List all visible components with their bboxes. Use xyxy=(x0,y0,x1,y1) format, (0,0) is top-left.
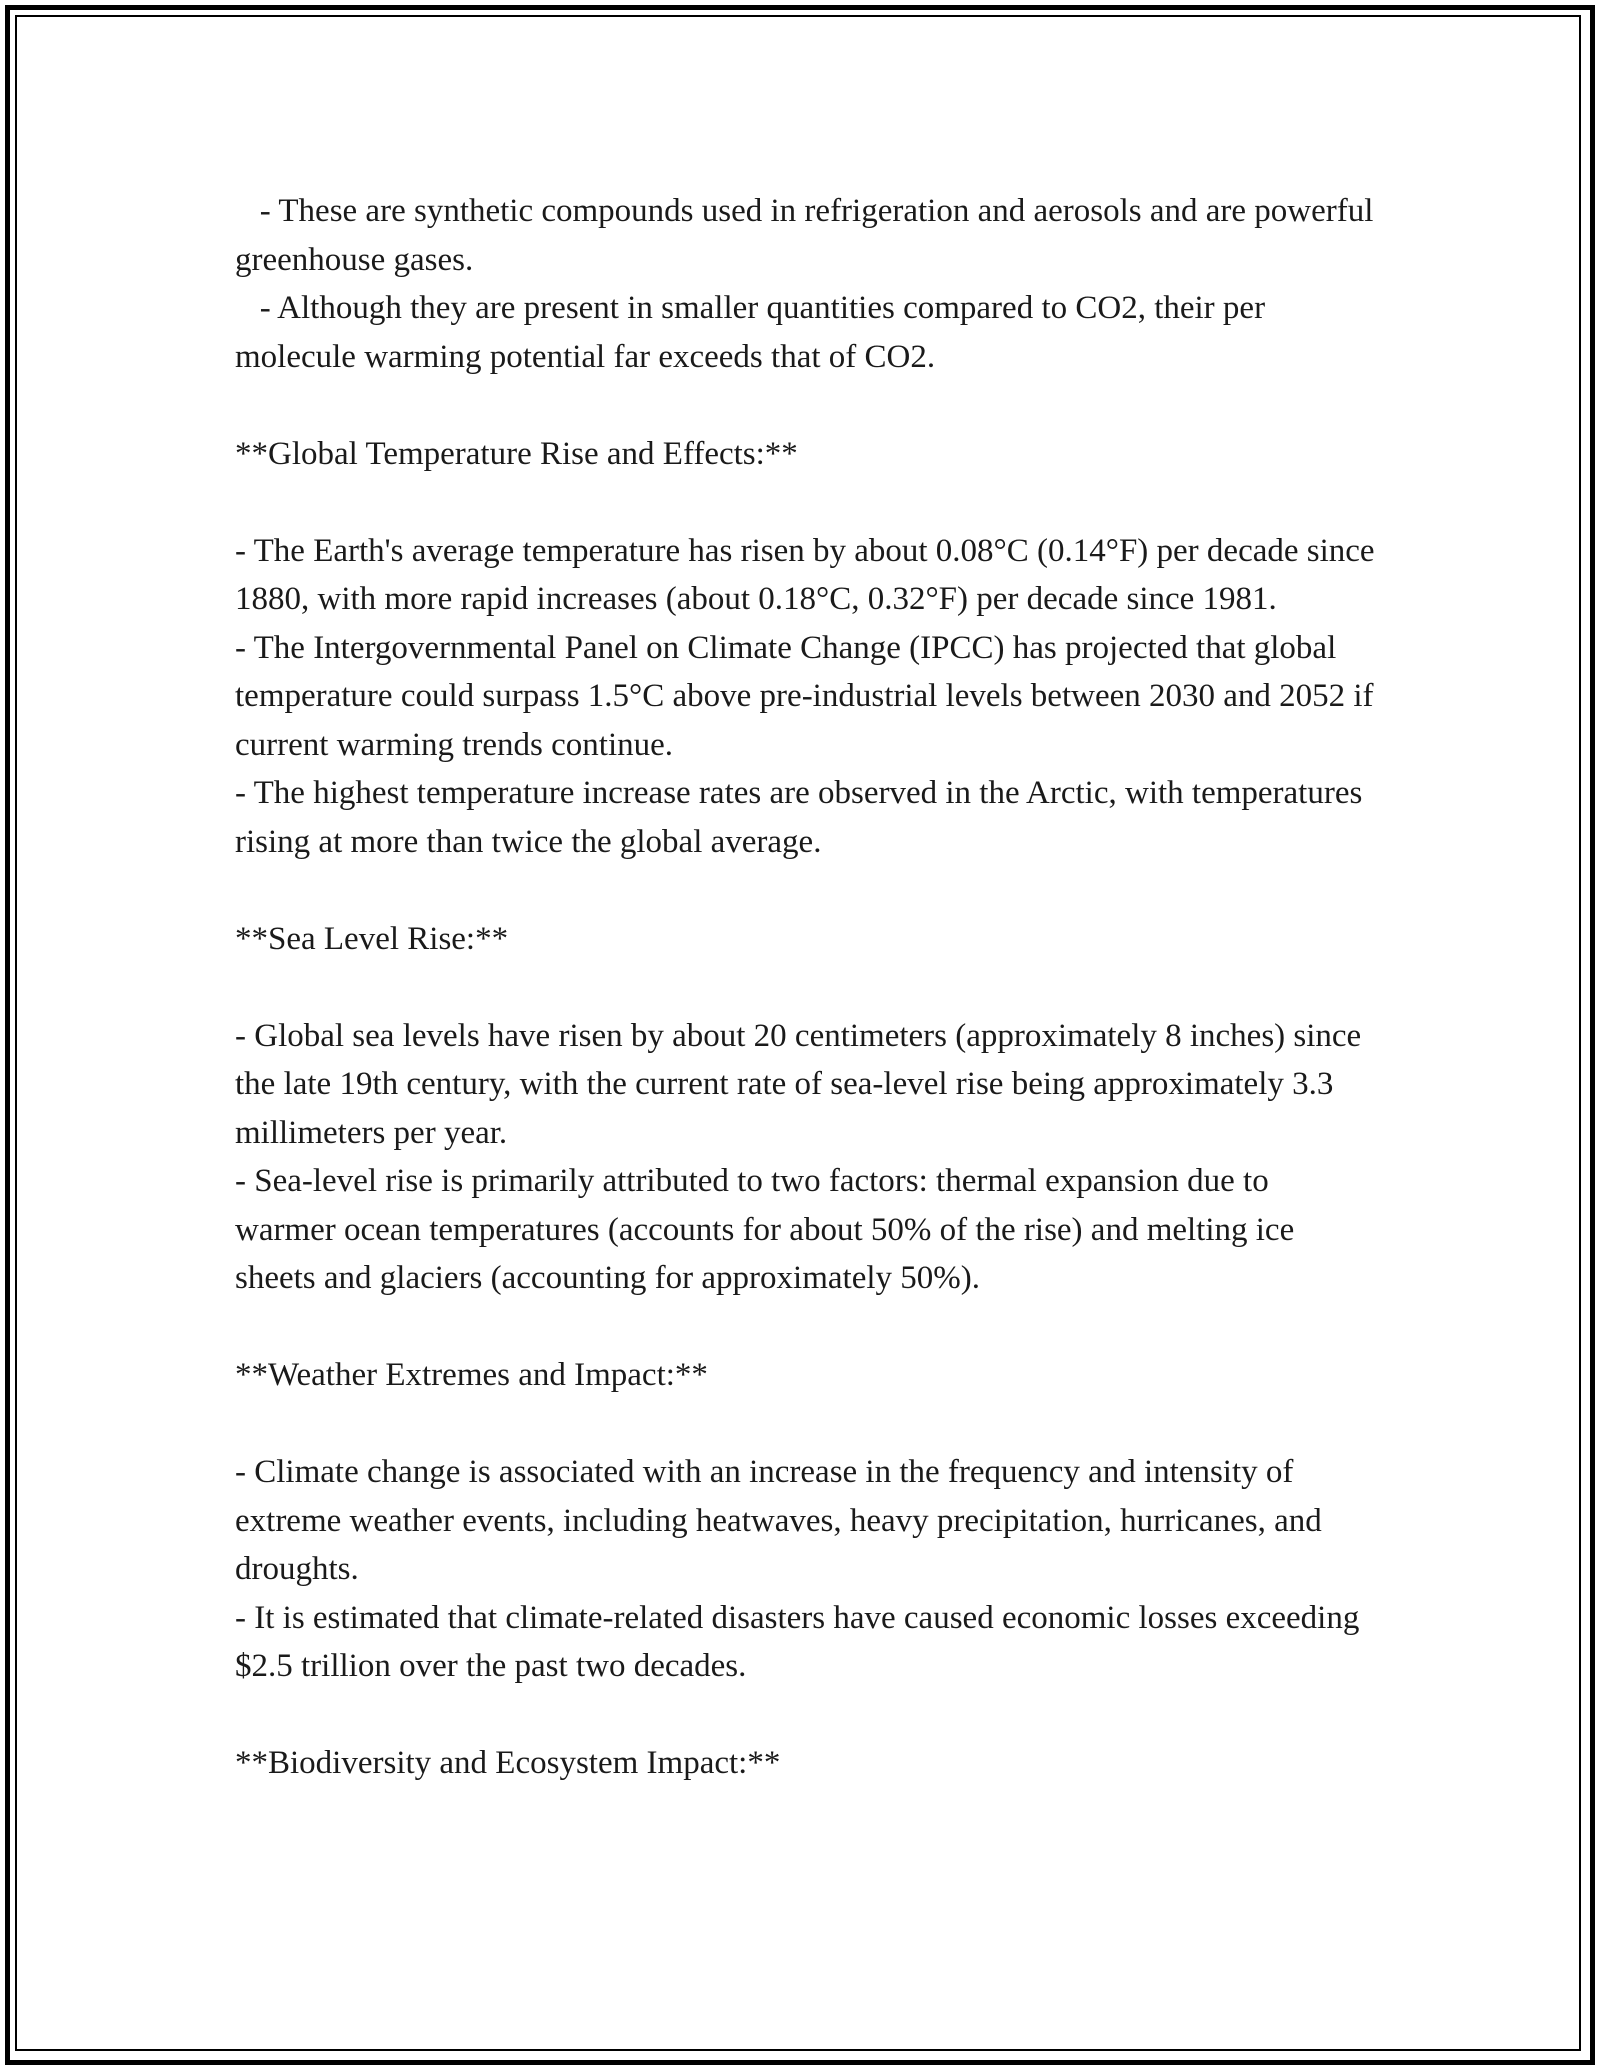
paragraph-gap xyxy=(235,963,1375,1012)
bullet-average-temperature: - The Earth's average temperature has risen by about 0.08°C (0.14°F) per decade since 1880, with more rapid increases (about 0.18°C, 0.32°F) per decade since 1981. xyxy=(235,532,1383,617)
paragraph-gap xyxy=(235,381,1375,430)
bullet-ipcc-projection: - The Intergovernmental Panel on Climate Change (IPCC) has projected that global temperature could surpass 1.5°C above pre-industrial levels between 2030 and 2052 if current warming trends continue. xyxy=(235,629,1382,763)
bullet-cfc-warming-potential: - Although they are present in smaller quantities compared to CO2, their per molecule warming potential far exceeds that of CO2. xyxy=(235,290,1274,375)
paragraph-gap xyxy=(235,1691,1375,1740)
section-heading-biodiversity: **Biodiversity and Ecosystem Impact:** xyxy=(235,1745,781,1781)
paragraph-gap xyxy=(235,478,1375,527)
paragraph-gap xyxy=(235,1303,1375,1352)
document-body xyxy=(235,187,1383,1788)
bullet-economic-losses: - It is estimated that climate-related disasters have caused economic losses exceeding $2.5 trillion over the past two decades. xyxy=(235,1599,1368,1684)
section-heading-weather-extremes: **Weather Extremes and Impact:** xyxy=(235,1357,708,1393)
paragraph-gap xyxy=(235,866,1375,915)
bullet-extreme-weather: - Climate change is associated with an increase in the frequency and intensity of extreme weather events, including heatwaves, heavy precipitation, hurricanes, and droughts. xyxy=(235,1454,1330,1587)
bullet-cfc-description: - These are synthetic compounds used in refrigeration and aerosols and are powerful greenhouse gases. xyxy=(235,193,1382,278)
bullet-sea-level-rise: - Global sea levels have risen by about 20 centimeters (approximately 8 inches) since the late 19th century, with the current rate of sea-level rise being approximately 3.3 millimeters per year. xyxy=(235,1017,1370,1151)
paragraph-gap xyxy=(235,1400,1375,1449)
bullet-sea-level-factors: - Sea-level rise is primarily attributed to two factors: thermal expansion due to warmer ocean temperatures (accounts for about 50% of the rise) and melting ice sheets and glaciers (accounting for approximately 50%). xyxy=(235,1163,1303,1296)
section-heading-global-temperature: **Global Temperature Rise and Effects:** xyxy=(235,435,798,472)
section-heading-sea-level: **Sea Level Rise:** xyxy=(235,920,509,957)
bullet-arctic-warming: - The highest temperature increase rates are observed in the Arctic, with temperatures rising at more than twice the global average. xyxy=(235,775,1371,860)
